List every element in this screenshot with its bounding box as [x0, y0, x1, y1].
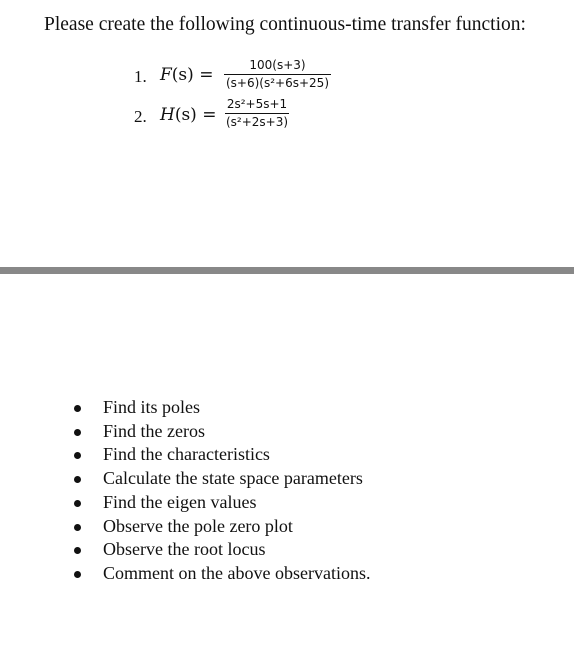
equation-number: 1. [134, 67, 147, 86]
bullet-icon [74, 429, 81, 436]
list-item [74, 515, 370, 539]
list-item [74, 443, 370, 467]
task-text: Observe the root locus [103, 539, 266, 560]
function-argument: (s) [171, 65, 194, 85]
transfer-fraction [224, 58, 331, 91]
bullet-icon [74, 405, 81, 412]
list-item [74, 562, 370, 586]
numerator: 2s²+5s+1 [225, 97, 289, 114]
task-text: Comment on the above observations. [103, 562, 371, 583]
task-text: Find the characteristics [103, 444, 270, 465]
task-text: Observe the pole zero plot [103, 515, 293, 536]
task-text: Find the zeros [103, 420, 205, 441]
numerator: 100(s+3) [249, 58, 306, 72]
list-item [74, 538, 370, 562]
bullet-icon [74, 571, 81, 578]
equation-lhs [160, 105, 216, 125]
task-text: Find the eigen values [103, 491, 257, 512]
equation-lhs [160, 65, 213, 85]
problem-title: Please create the following continuous-time transfer function: [44, 14, 526, 35]
bullet-icon [74, 452, 81, 459]
bullet-icon [74, 547, 81, 554]
list-item [74, 396, 370, 420]
section-divider [0, 267, 574, 274]
bullet-icon [74, 476, 81, 483]
function-name: F [160, 65, 172, 85]
bullet-icon [74, 500, 81, 507]
bullet-icon [74, 524, 81, 531]
list-item [74, 420, 370, 444]
equation-1 [134, 58, 354, 98]
function-argument: (s) [174, 105, 197, 125]
transfer-fraction [224, 97, 290, 130]
list-item [74, 491, 370, 515]
task-text: Find its poles [103, 397, 201, 417]
equals-sign: = [202, 105, 217, 125]
equation-number: 2. [134, 107, 147, 126]
task-list [74, 396, 370, 586]
denominator: (s+6)(s²+6s+25) [226, 76, 329, 90]
equals-sign: = [199, 65, 214, 85]
list-item [74, 467, 370, 491]
denominator: (s²+2s+3) [226, 115, 289, 129]
equation-2 [134, 97, 354, 137]
function-name: H [160, 105, 175, 125]
task-text: Calculate the state space parameters [103, 468, 363, 489]
